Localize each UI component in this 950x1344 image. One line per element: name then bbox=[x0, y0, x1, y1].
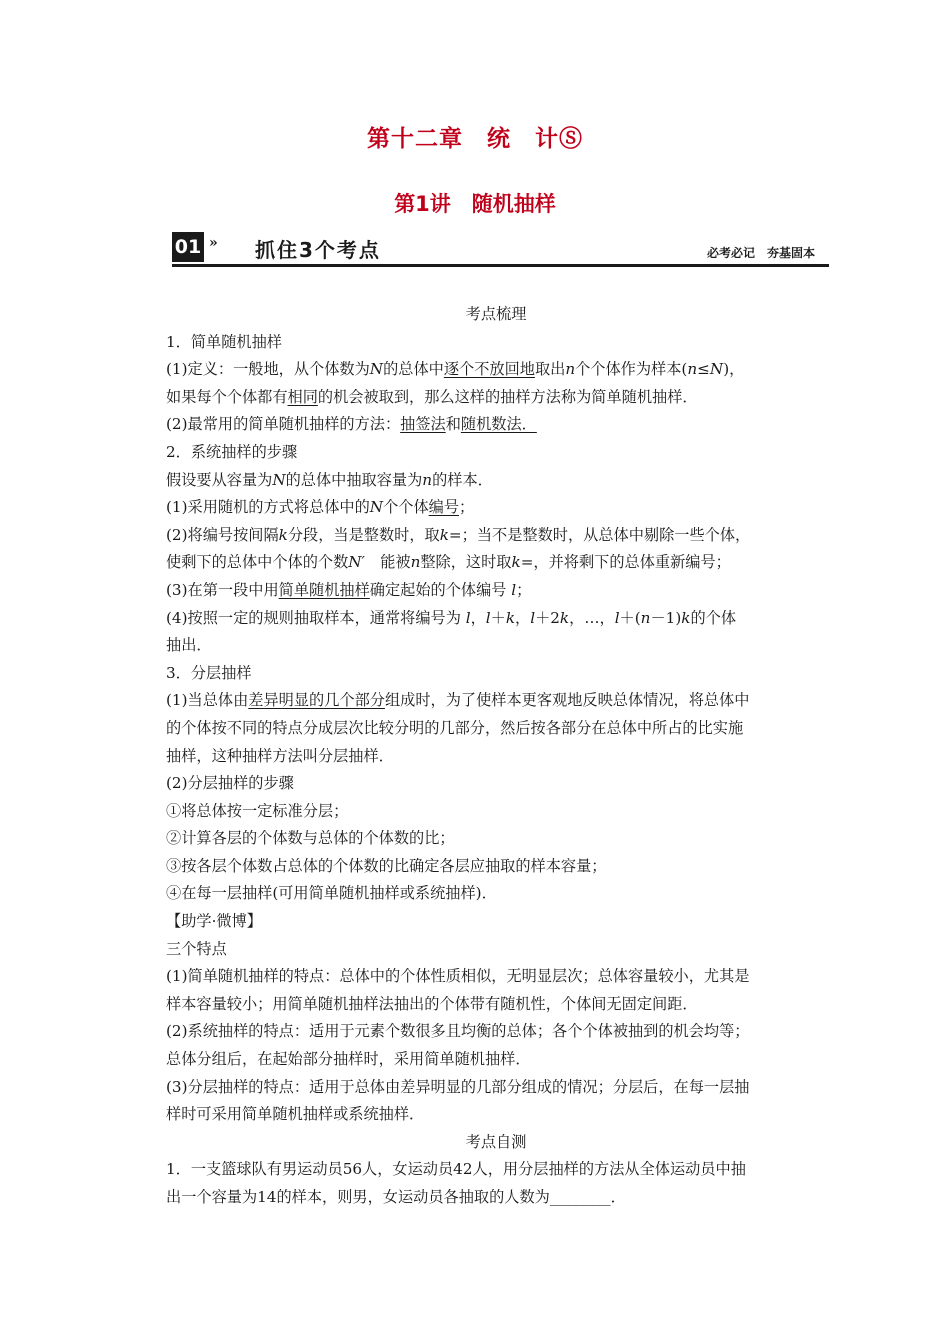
list-item: ③按各层个体数占总体的个体数的比确定各层应抽取的样本容量； bbox=[166, 856, 607, 875]
helper-line: (1)简单随机抽样的特点：总体中的个体性质相似，无明显层次；总体容量较小，尤其是 bbox=[166, 967, 750, 986]
section-heading-selftest: 考点自测 bbox=[465, 1132, 527, 1151]
question-1: 1．一支篮球队有男运动员56人，女运动员42人，用分层抽样的方法从全体运动员中抽 出一个容量为14的样本，则男，女运动员各抽取的人数为________． bbox=[166, 1160, 746, 1206]
banner-title: 抓住3个考点 bbox=[255, 238, 381, 262]
helper-line: (2)系统抽样的特点：适用于元素个数很多且均衡的总体；各个个体被抽到的机会均等； bbox=[166, 1022, 750, 1041]
item2-step1: (1)采用随机的方式将总体中的N个个体编号； bbox=[166, 498, 475, 517]
document-body bbox=[166, 301, 826, 1212]
helper-line: 样时可采用简单随机抽样或系统抽样． bbox=[166, 1105, 425, 1124]
helper-line: 样本容量较小；用简单随机抽样法抽出的个体带有随机性，个体间无固定间距． bbox=[166, 994, 698, 1013]
helper-line: (3)分层抽样的特点：适用于总体由差异明显的几部分组成的情况；分层后，在每一层抽 bbox=[166, 1077, 750, 1096]
item2-intro: 假设要从容量为N的总体中抽取容量为n的样本． bbox=[166, 470, 493, 489]
double-chevron-icon: » bbox=[209, 235, 218, 251]
item1-definition: (1)定义：一般地，从个体数为N的总体中逐个不放回地取出n个个体作为样本(n≤N)， 如果每个个体都有相同的机会被取到，那么这样的抽样方法称为简单随机抽样． bbox=[166, 360, 745, 406]
chapter-title: 第十二章 统 计Ⓢ bbox=[367, 126, 583, 152]
banner-rule bbox=[172, 264, 829, 267]
banner-number: 01 bbox=[172, 232, 204, 262]
banner-subtitle: 必考必记 夯基固本 bbox=[706, 246, 815, 260]
lesson-title: 第1讲 随机抽样 bbox=[394, 192, 556, 216]
item3-step2-title: (2)分层抽样的步骤 bbox=[166, 774, 294, 793]
helper-title: 【助学·微博】 bbox=[166, 912, 262, 931]
item1-title: 1．简单随机抽样 bbox=[166, 332, 282, 351]
list-item: ④在每一层抽样(可用简单随机抽样或系统抽样)． bbox=[166, 884, 497, 903]
helper-subtitle: 三个特点 bbox=[166, 939, 227, 958]
item3-step1: (1)当总体由差异明显的几个部分组成时，为了使样本更客观地反映总体情况，将总体中 的个体按不同的特点分成层次比较分明的几部分，然后按各部分在总体中所占的比实施 抽样，这种抽样方法叫分层抽样． bbox=[166, 691, 750, 765]
list-item: ①将总体按一定标准分层； bbox=[166, 801, 349, 820]
section-banner bbox=[172, 229, 829, 267]
section-heading-review: 考点梳理 bbox=[465, 305, 527, 323]
item2-step4: (4)按照一定的规则抽取样本，通常将编号为 l，l＋k，l＋2k，…，l＋(n－1)k的个体 抽出． bbox=[166, 608, 737, 655]
item3-title: 3．分层抽样 bbox=[166, 663, 252, 682]
helper-line: 总体分组后，在起始部分抽样时，采用简单随机抽样． bbox=[166, 1050, 531, 1069]
list-item: ②计算各层的个体数与总体的个体数的比； bbox=[166, 829, 455, 848]
item2-step3: (3)在第一段中用简单随机抽样确定起始的个体编号 l； bbox=[166, 580, 532, 599]
item1-methods: (2)最常用的简单随机抽样的方法：抽签法和随机数法． bbox=[166, 415, 537, 434]
item2-step2: (2)将编号按间隔k分段，当是整数时，取k=；当不是整数时，从总体中剔除一些个体， 使剩下的总体中个体的个数N′ 能被n整除，这时取k=，并将剩下的总体重新编号； bbox=[166, 525, 751, 572]
item2-title: 2．系统抽样的步骤 bbox=[166, 442, 298, 461]
